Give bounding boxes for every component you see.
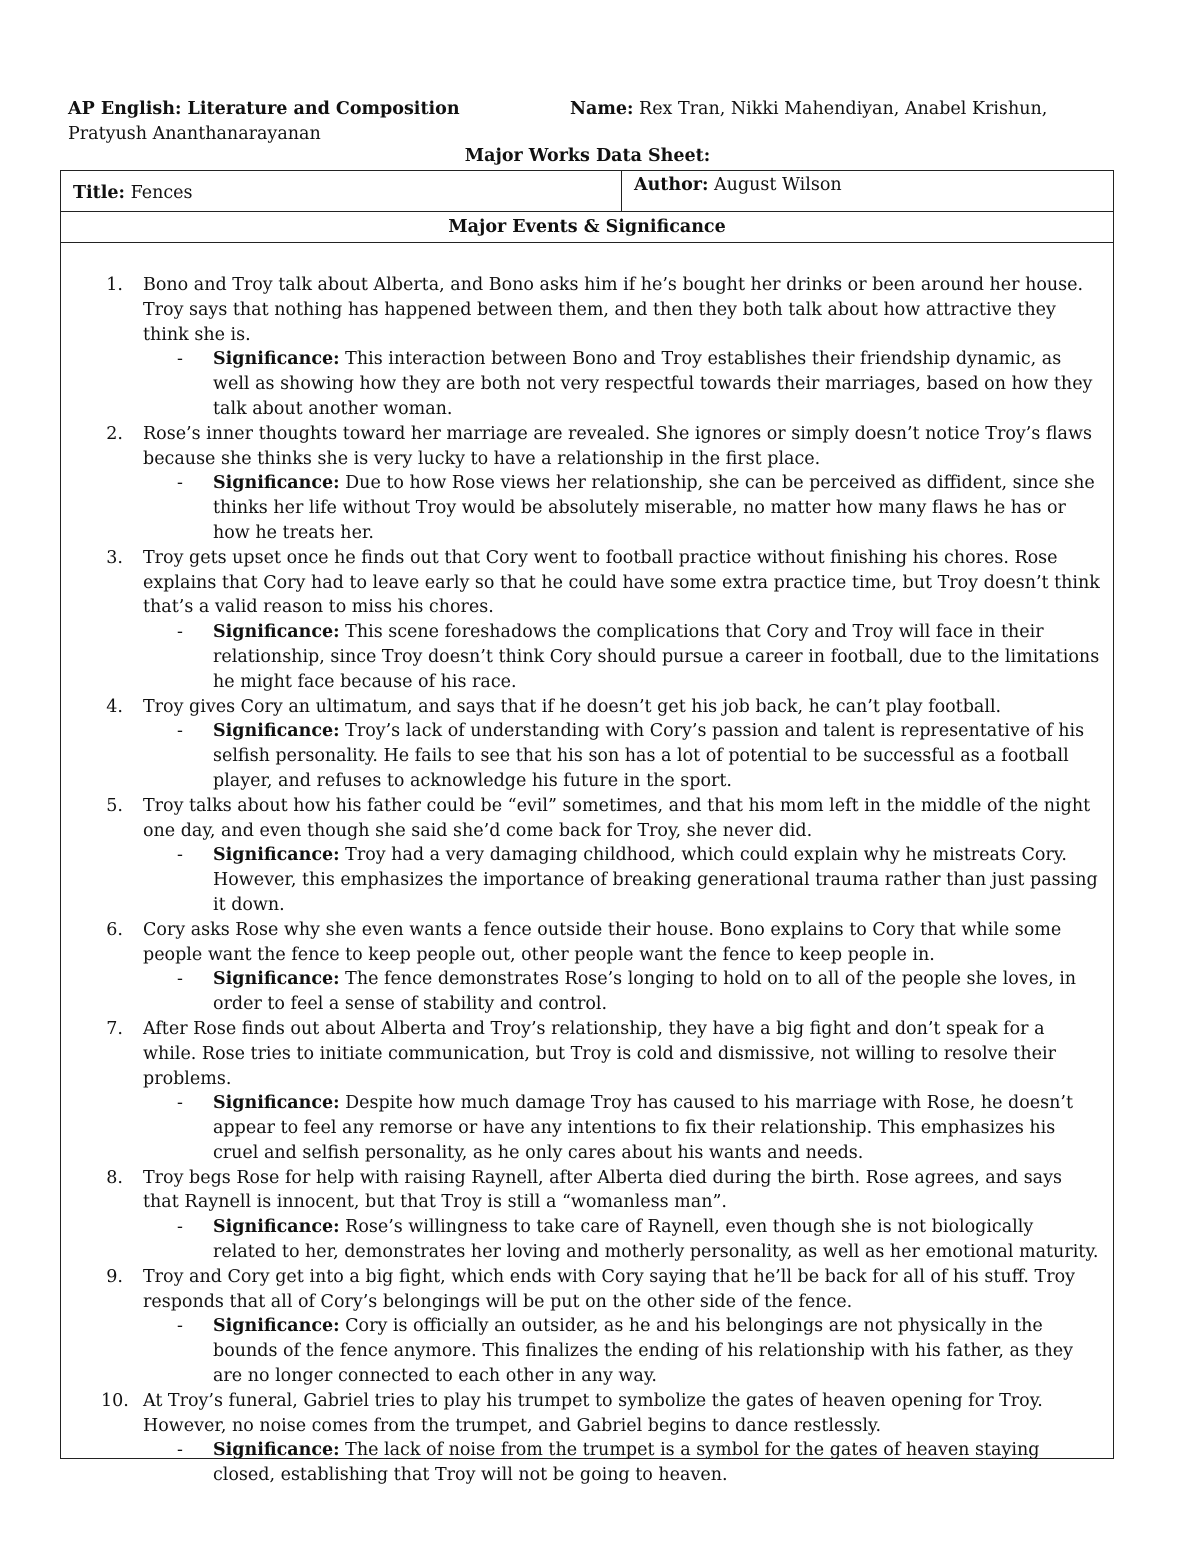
- data-sheet-table: [60, 170, 1114, 1486]
- event-text: Rose’s inner thoughts toward her marriage are revealed. She ignores or simply doesn’t notice Troy’s flaws because she thinks she is very lucky to have a relationship in the first place.: [143, 423, 1092, 469]
- event-text: Bono and Troy talk about Alberta, and Bono asks him if he’s bought her drinks or been around her house. Troy says that nothing has happened between them, and then they both talk about how attractive they think she is.: [143, 275, 1084, 345]
- event-number: 10.: [101, 1390, 129, 1411]
- event-item: [61, 794, 1113, 918]
- significance-text: Troy’s lack of understanding with Cory’s passion and talent is representative of his selfish personality. He fails to see that his son has a lot of potential to be successful as a football player, and refuses to acknowledge his future in the sport.: [213, 721, 1085, 791]
- names-line1: Rex Tran, Nikki Mahendiyan, Anabel Krishun,: [633, 99, 1048, 119]
- event-number: 5.: [106, 795, 123, 816]
- significance-text: Cory is officially an outsider, as he and his belongings are not physically in the bounds of the fence anymore. This finalizes the ending of his relationship with his father, as they are no longer connected to each other in any way.: [213, 1316, 1073, 1387]
- event-text: Troy gets upset once he finds out that Cory went to football practice without finishing his chores. Rose explains that Cory had to leave early so that he could have some extra practice time, but Troy doesn’t think that’s a valid reason to miss his chores.: [143, 547, 1100, 618]
- significance-label: Significance:: [213, 845, 340, 866]
- event-number: 1.: [106, 275, 123, 295]
- significance-label: Significance:: [213, 1440, 340, 1461]
- events-header: Major Events & Significance: [448, 217, 726, 237]
- significance-item: [143, 347, 1101, 421]
- event-item: [61, 918, 1113, 1017]
- significance-label: Significance:: [213, 1093, 340, 1114]
- event-number: 8.: [106, 1167, 123, 1188]
- significance-label: Significance:: [213, 1217, 340, 1238]
- dash-bullet: -: [177, 473, 183, 494]
- dash-bullet: -: [177, 845, 183, 866]
- event-text: After Rose finds out about Alberta and Troy’s relationship, they have a big fight and don’t speak for a while. Rose tries to initiate communication, but Troy is cold and dismissive, not willing to resolve their problems.: [143, 1018, 1056, 1089]
- significance-text: This interaction between Bono and Troy establishes their friendship dynamic, as well as showing how they are both not very respectful towards their marriages, based on how they talk about another woman.: [213, 349, 1093, 419]
- significance-item: [143, 1314, 1101, 1388]
- significance-item: [143, 967, 1101, 1017]
- event-text: Troy and Cory get into a big fight, which ends with Cory saying that he’ll be back for all of his stuff. Troy responds that all of Cory’s belongings will be put on the other side of the fence.: [143, 1266, 1076, 1312]
- dash-bullet: -: [177, 1316, 183, 1337]
- significance-item: [143, 843, 1101, 917]
- event-number: 6.: [106, 919, 123, 940]
- event-item: [61, 273, 1113, 422]
- title-cell: [61, 171, 622, 212]
- significance-item: [143, 620, 1101, 694]
- event-item: [61, 422, 1113, 546]
- event-text: Cory asks Rose why she even wants a fence outside their house. Bono explains to Cory that while some people want the fence to keep people out, other people want the fence to keep people in.: [143, 919, 1062, 965]
- author-cell: [622, 171, 1114, 212]
- event-text: Troy talks about how his father could be “evil” sometimes, and that his mom left in the middle of the night one day, and even though she said she’d come back for Troy, she never did.: [143, 795, 1091, 841]
- significance-label: Significance:: [213, 1316, 340, 1337]
- significance-item: [143, 471, 1101, 545]
- dash-bullet: -: [177, 969, 183, 990]
- event-item: [61, 695, 1113, 794]
- name-label: Name:: [570, 99, 634, 119]
- student-names: [570, 97, 1047, 122]
- significance-text: Troy had a very damaging childhood, which could explain why he mistreats Cory. However, this emphasizes the importance of breaking generational trauma rather than just passing it down.: [213, 845, 1098, 915]
- names-line2: Pratyush Ananthanarayanan: [68, 124, 321, 144]
- dash-bullet: -: [177, 1440, 183, 1461]
- event-item: [61, 1265, 1113, 1389]
- significance-item: [143, 1438, 1101, 1488]
- dash-bullet: -: [177, 1093, 183, 1114]
- significance-item: [143, 1215, 1101, 1265]
- event-text: Troy gives Cory an ultimatum, and says that if he doesn’t get his job back, he can’t play football.: [143, 696, 1002, 717]
- significance-label: Significance:: [213, 622, 340, 643]
- significance-text: The fence demonstrates Rose’s longing to hold on to all of the people she loves, in order to feel a sense of stability and control.: [213, 969, 1077, 1015]
- significance-label: Significance:: [213, 969, 340, 990]
- author-value: August Wilson: [708, 175, 842, 195]
- event-item: [61, 1017, 1113, 1166]
- event-item: [61, 1166, 1113, 1265]
- dash-bullet: -: [177, 721, 183, 742]
- events-cell: [61, 243, 1114, 1486]
- event-number: 7.: [106, 1018, 123, 1039]
- event-number: 9.: [106, 1266, 123, 1287]
- title-value: Fences: [125, 183, 193, 203]
- course-title: AP English: Literature and Composition: [68, 99, 460, 119]
- significance-text: This scene foreshadows the complications that Cory and Troy will face in their relationship, since Troy doesn’t think Cory should pursue a career in football, due to the limitations he might face because of his race.: [213, 622, 1100, 692]
- significance-label: Significance:: [213, 473, 340, 494]
- dash-bullet: -: [177, 349, 183, 370]
- sheet-title: Major Works Data Sheet:: [464, 146, 711, 166]
- title-label: Title:: [73, 183, 125, 203]
- author-label: Author:: [634, 175, 709, 195]
- event-item: [61, 1389, 1113, 1488]
- significance-label: Significance:: [213, 721, 340, 742]
- event-text: At Troy’s funeral, Gabriel tries to play his trumpet to symbolize the gates of heaven opening for Troy. However, no noise comes from the trumpet, and Gabriel begins to dance restlessly.: [143, 1390, 1043, 1436]
- event-number: 2.: [106, 423, 123, 444]
- significance-item: [143, 719, 1101, 793]
- events-list: [61, 273, 1113, 1488]
- dash-bullet: -: [177, 1217, 183, 1238]
- event-text: Troy begs Rose for help with raising Raynell, after Alberta died during the birth. Rose agrees, and says that Raynell is innocent, but that Troy is still a “womanless man”.: [143, 1167, 1062, 1213]
- events-header-cell: [61, 212, 1114, 243]
- event-number: 4.: [106, 696, 123, 717]
- significance-text: Despite how much damage Troy has caused to his marriage with Rose, he doesn’t appear to feel any remorse or have any intentions to fix their relationship. This emphasizes his cruel and selfish personality, as he only cares about his wants and needs.: [213, 1093, 1073, 1163]
- significance-label: Significance:: [213, 349, 340, 370]
- event-number: 3.: [106, 547, 123, 568]
- significance-item: [143, 1091, 1101, 1165]
- dash-bullet: -: [177, 622, 183, 643]
- significance-text: Rose’s willingness to take care of Raynell, even though she is not biologically related to her, demonstrates her loving and motherly personality, as well as her emotional maturity.: [213, 1217, 1099, 1263]
- significance-text: The lack of noise from the trumpet is a symbol for the gates of heaven staying closed, establishing that Troy will not be going to heaven.: [213, 1440, 1040, 1486]
- event-item: [61, 546, 1113, 695]
- significance-text: Due to how Rose views her relationship, she can be perceived as diffident, since she thinks her life without Troy would be absolutely miserable, no matter how many flaws he has or how he treats her.: [213, 473, 1095, 543]
